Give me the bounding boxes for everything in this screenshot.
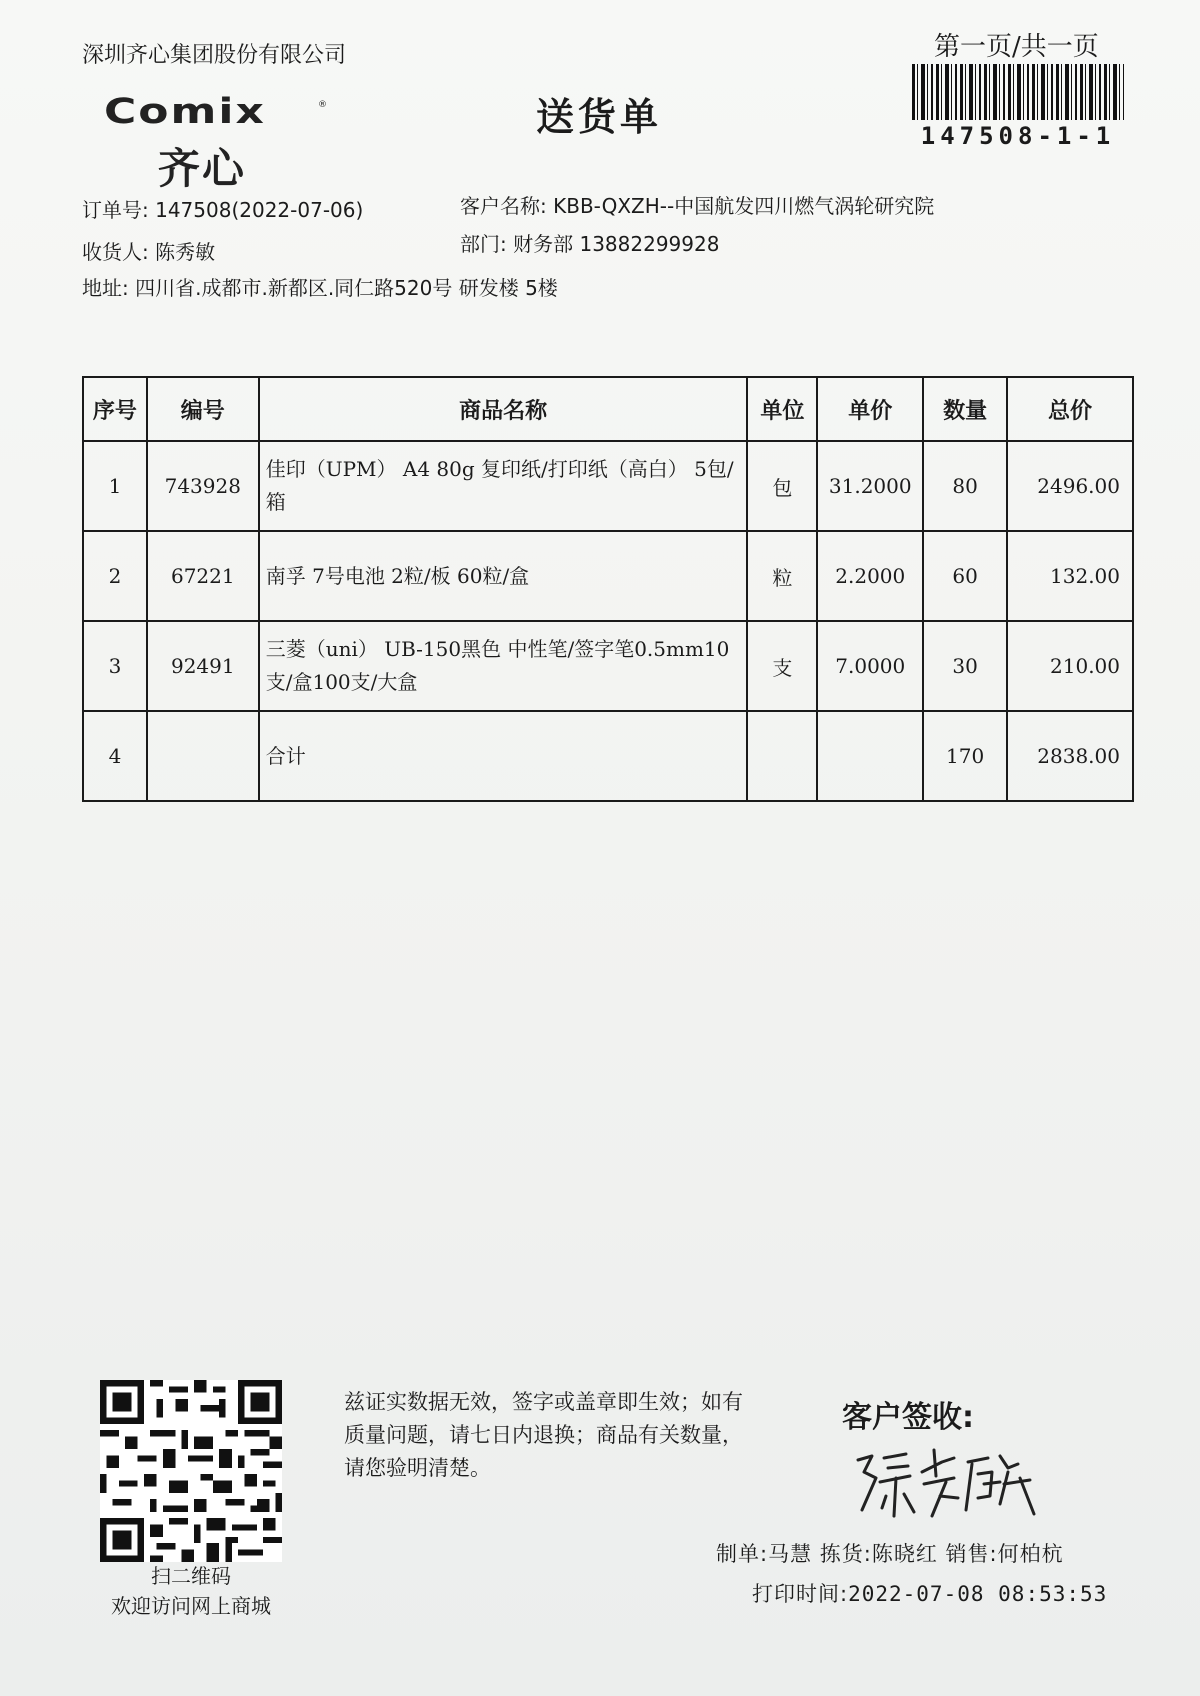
cell-seq: 3 (83, 621, 147, 711)
items-table (82, 376, 1134, 802)
table-header-row (83, 377, 1133, 441)
document-title: 送货单 (536, 95, 663, 139)
logo-registered-mark: ® (318, 100, 327, 110)
order-number (82, 194, 363, 223)
staff-info: 制单:马慧 拣货:陈晓红 销售:何柏杭 (716, 1542, 1064, 1566)
barcode-image (912, 64, 1124, 120)
cell-seq: 1 (83, 441, 147, 531)
department-label: 部门: (460, 232, 507, 256)
cell-unit (747, 711, 817, 801)
customer-label: 客户名称: (460, 194, 547, 218)
header-seq: 序号 (83, 377, 147, 441)
header-total: 总价 (1007, 377, 1133, 441)
department-value: 财务部 13882299928 (513, 232, 720, 256)
customer-signature-label: 客户签收: (842, 1400, 974, 1435)
cell-unit-price (817, 711, 923, 801)
address-value: 四川省.成都市.新都区.同仁路520号 研发楼 5楼 (135, 276, 558, 300)
cell-quantity: 30 (923, 621, 1007, 711)
cell-total: 2838.00 (1007, 711, 1133, 801)
header-code: 编号 (147, 377, 259, 441)
cell-total: 210.00 (1007, 621, 1133, 711)
header-unit-price: 单价 (817, 377, 923, 441)
cell-product-name: 合计 (259, 711, 748, 801)
company-name: 深圳齐心集团股份有限公司 (82, 43, 347, 68)
page-indicator: 第一页/共一页 (934, 32, 1099, 62)
cell-code: 743928 (147, 441, 259, 531)
order-number-label: 订单号: (82, 198, 149, 222)
cell-unit-price: 31.2000 (817, 441, 923, 531)
cell-seq: 2 (83, 531, 147, 621)
comix-logo (104, 92, 334, 193)
header-unit: 单位 (747, 377, 817, 441)
cell-product-name: 佳印（UPM） A4 80g 复印纸/打印纸（高白） 5包/箱 (259, 441, 748, 531)
receiver (82, 236, 215, 265)
cell-product-name: 三菱（uni） UB-150黑色 中性笔/签字笔0.5mm10支/盒100支/大盒 (259, 621, 748, 711)
receiver-label: 收货人: (82, 240, 149, 264)
cell-code (147, 711, 259, 801)
print-time-label: 打印时间: (752, 1582, 849, 1606)
cell-seq: 4 (83, 711, 147, 801)
header-product-name: 商品名称 (259, 377, 748, 441)
order-number-value: 147508(2022-07-06) (155, 198, 364, 222)
address-label: 地址: (82, 276, 129, 300)
table-row (83, 531, 1133, 621)
cell-unit-price: 2.2000 (817, 531, 923, 621)
table-row (83, 621, 1133, 711)
handwritten-signature (850, 1438, 1040, 1524)
logo-text-cn: 齐心 (158, 144, 247, 193)
cell-total: 2496.00 (1007, 441, 1133, 531)
notice-text: 兹证实数据无效，签字或盖章即生效；如有质量问题，请七日内退换；商品有关数量，请您验明清楚。 (344, 1390, 743, 1481)
cell-unit: 粒 (747, 531, 817, 621)
customer-name (460, 190, 934, 219)
cell-product-name: 南孚 7号电池 2粒/板 60粒/盒 (259, 531, 748, 621)
logo-text-en: Comix (104, 92, 266, 132)
address (82, 272, 558, 301)
cell-quantity: 60 (923, 531, 1007, 621)
cell-total: 132.00 (1007, 531, 1133, 621)
barcode-number: 147508-1-1 (920, 122, 1116, 150)
table-row (83, 441, 1133, 531)
cell-unit: 支 (747, 621, 817, 711)
receiver-value: 陈秀敏 (155, 240, 216, 264)
cell-unit: 包 (747, 441, 817, 531)
department (460, 228, 719, 257)
table-row-subtotal (83, 711, 1133, 801)
qr-caption-scan: 扫二维码 (151, 1564, 231, 1588)
cell-quantity: 170 (923, 711, 1007, 801)
header-quantity: 数量 (923, 377, 1007, 441)
qr-caption-welcome: 欢迎访问网上商城 (111, 1594, 271, 1618)
print-time-value: 2022-07-08 08:53:53 (848, 1582, 1108, 1606)
qr-code-icon (100, 1380, 282, 1562)
cell-code: 67221 (147, 531, 259, 621)
cell-unit-price: 7.0000 (817, 621, 923, 711)
cell-quantity: 80 (923, 441, 1007, 531)
customer-value: KBB-QXZH--中国航发四川燃气涡轮研究院 (553, 194, 935, 218)
print-time (752, 1578, 1107, 1608)
cell-code: 92491 (147, 621, 259, 711)
